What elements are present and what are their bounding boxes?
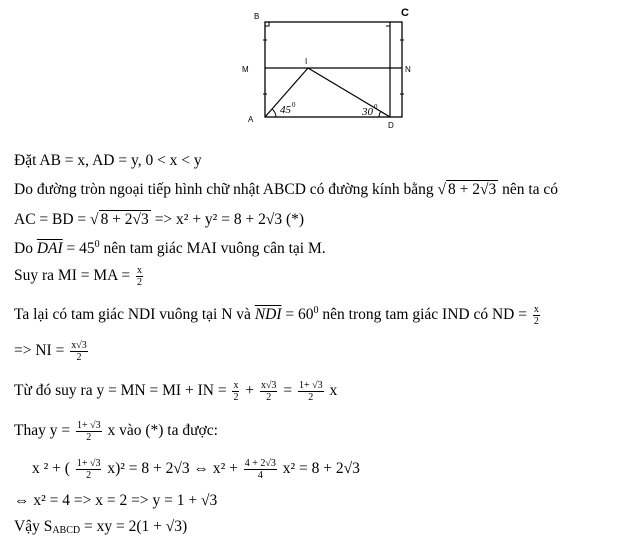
angle-d-value: 30 — [362, 106, 373, 118]
line-area: Vậy $S_{ABCD}$ = xy = 2(1 + √3) — [14, 518, 188, 536]
angle-d-arc — [379, 111, 381, 117]
line-ndi: Ta lại có tam giác NDI vuông tại N và $\overline{NDI} = 60^0$ nên trong tam giác IND có ND = $\frac{x}{2}$ — [14, 304, 539, 327]
angle-a-degree: 0 — [292, 101, 296, 109]
geometry-figure — [240, 4, 420, 132]
line-mi-ma: Suy ra MI = MA = $\frac{x}{2}$ — [14, 265, 142, 288]
line-angle-dai: Do $\overline{DAI} = 45^0$ nên tam giác MAI vuông cân tại M. — [14, 239, 326, 257]
angle-a-arc — [272, 109, 276, 117]
label-m: M — [242, 65, 249, 74]
line-set-variables: Đặt AB = x, AD = y, 0 < x < y — [14, 152, 202, 169]
angle-d-degree: 0 — [374, 103, 378, 111]
rectangle-abcd — [265, 22, 402, 117]
label-d: D — [388, 121, 394, 130]
line-solution: ⇔ x² = 4 => x = 2 => y = 1 + √3 — [14, 492, 218, 509]
angle-a-value: 45 — [280, 104, 291, 116]
line-ni: => NI = $\frac{x√3}{2}$ — [14, 340, 87, 363]
sqrt-expression: √ 8 + 2√3 — [437, 181, 497, 198]
line-circumcircle: Do đường tròn ngoại tiếp hình chữ nhật ABCD có đường kính bằng √ 8 + 2√3 nên ta có — [14, 181, 559, 198]
label-b: B — [254, 12, 260, 21]
segment-id — [308, 68, 390, 117]
line-diagonal: AC = BD = √ 8 + 2√3 => x² + y² = 8 + 2√3 (*) — [14, 211, 305, 228]
label-i: I — [305, 57, 308, 66]
line-y-mn: Từ đó suy ra y = MN = MI + IN = $\frac{x}{2}$ + $\frac{x√3}{2}$ = $\frac{1+ √3}{2}$ x — [14, 380, 338, 403]
label-a: A — [248, 115, 254, 124]
line-equation: x ² + ( $\frac{1+ √3}{2}$ x)² = 8 + 2√3 ⇔ x² + $\frac{4 + 2√3}{4}$ x² = 8 + 2√3 — [32, 458, 360, 481]
line-substitute: Thay y = $\frac{1+ √3}{2}$ x vào (*) ta được: — [14, 420, 218, 443]
label-c: C — [401, 7, 409, 19]
label-n: N — [405, 65, 411, 74]
